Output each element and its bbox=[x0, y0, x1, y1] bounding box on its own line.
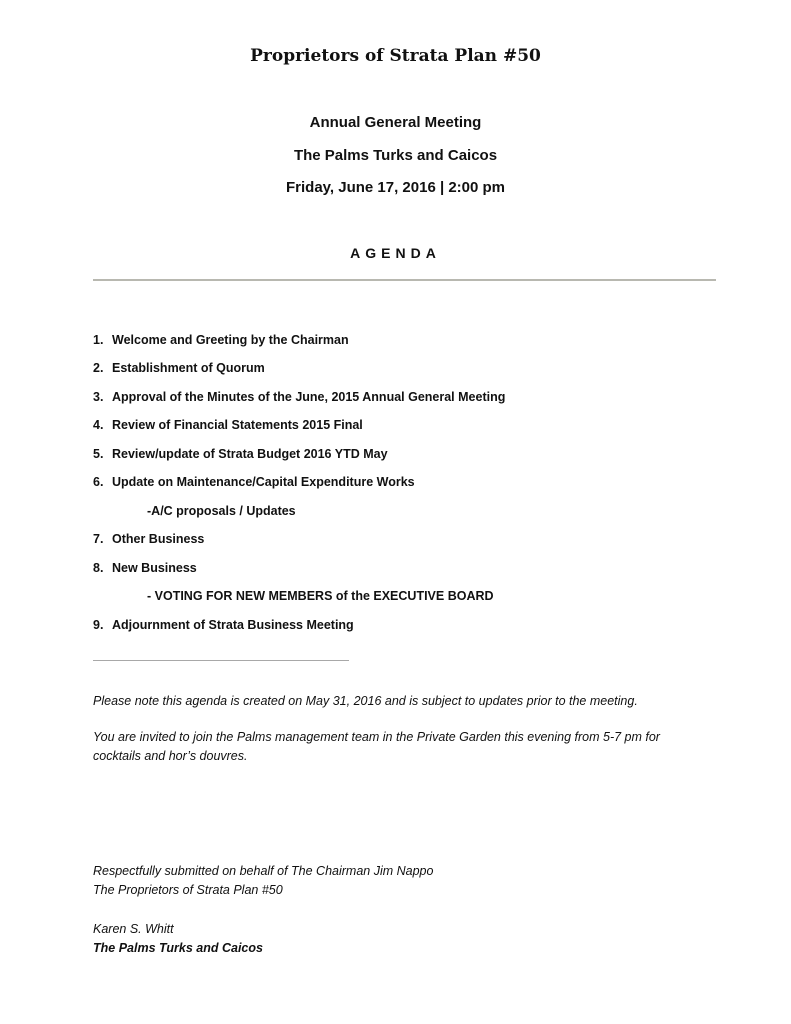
footnote-divider bbox=[93, 660, 349, 661]
signature-line-organization: The Proprietors of Strata Plan #50 bbox=[93, 883, 283, 897]
invitation-note: You are invited to join the Palms management team in the Private Garden this evening from 5-7 pm for cocktails and hor’s douvres. bbox=[93, 730, 660, 763]
agenda-item-number: 9. bbox=[93, 618, 104, 632]
agenda-item-number: 8. bbox=[93, 561, 104, 575]
agenda-item-text: Other Business bbox=[112, 532, 205, 546]
agenda-item-number: 7. bbox=[93, 532, 104, 546]
heading-divider bbox=[93, 279, 716, 281]
agenda-item-number: 3. bbox=[93, 390, 104, 404]
agenda-item-text: Update on Maintenance/Capital Expenditure Works bbox=[112, 475, 415, 489]
agenda-item bbox=[93, 561, 197, 575]
agenda-item bbox=[93, 475, 415, 489]
signature-line-submitted: Respectfully submitted on behalf of The Chairman Jim Nappo bbox=[93, 864, 434, 878]
agenda-item bbox=[93, 447, 388, 461]
agenda-item-text: Review/update of Strata Budget 2016 YTD May bbox=[112, 447, 388, 461]
agenda-item-number: 2. bbox=[93, 361, 104, 375]
agenda-item-text: New Business bbox=[112, 561, 197, 575]
agenda-item bbox=[93, 618, 354, 632]
agenda-item-text: Approval of the Minutes of the June, 2015 Annual General Meeting bbox=[112, 390, 506, 404]
signatory-organization: The Palms Turks and Caicos bbox=[93, 941, 263, 955]
meeting-datetime: Friday, June 17, 2016 | 2:00 pm bbox=[285, 179, 506, 196]
agenda-item-number: 4. bbox=[93, 418, 104, 432]
agenda-item bbox=[93, 532, 204, 546]
venue-name: The Palms Turks and Caicos bbox=[293, 147, 498, 164]
document-title: Proprietors of Strata Plan #50 bbox=[250, 46, 541, 66]
agenda-item-text: Review of Financial Statements 2015 Final bbox=[112, 418, 363, 432]
meeting-name: Annual General Meeting bbox=[309, 114, 482, 131]
agenda-item-number: 5. bbox=[93, 447, 104, 461]
agenda-item-number: 6. bbox=[93, 475, 104, 489]
agenda-item bbox=[93, 418, 363, 432]
agenda-item-number: 1. bbox=[93, 333, 104, 347]
agenda-sub-item: - VOTING FOR NEW MEMBERS of the EXECUTIVE BOARD bbox=[147, 589, 494, 603]
agenda-item bbox=[93, 390, 505, 404]
agenda-item-text: Adjournment of Strata Business Meeting bbox=[112, 618, 354, 632]
agenda-item bbox=[93, 333, 349, 347]
update-notice: Please note this agenda is created on May 31, 2016 and is subject to updates prior to the meeting. bbox=[93, 694, 638, 708]
agenda-item-text: Welcome and Greeting by the Chairman bbox=[112, 333, 349, 347]
signatory-name: Karen S. Whitt bbox=[93, 922, 174, 936]
agenda-item-text: Establishment of Quorum bbox=[112, 361, 265, 375]
agenda-sub-item: -A/C proposals / Updates bbox=[147, 504, 296, 518]
agenda-item bbox=[93, 361, 265, 375]
agenda-heading: AGENDA bbox=[350, 245, 441, 261]
